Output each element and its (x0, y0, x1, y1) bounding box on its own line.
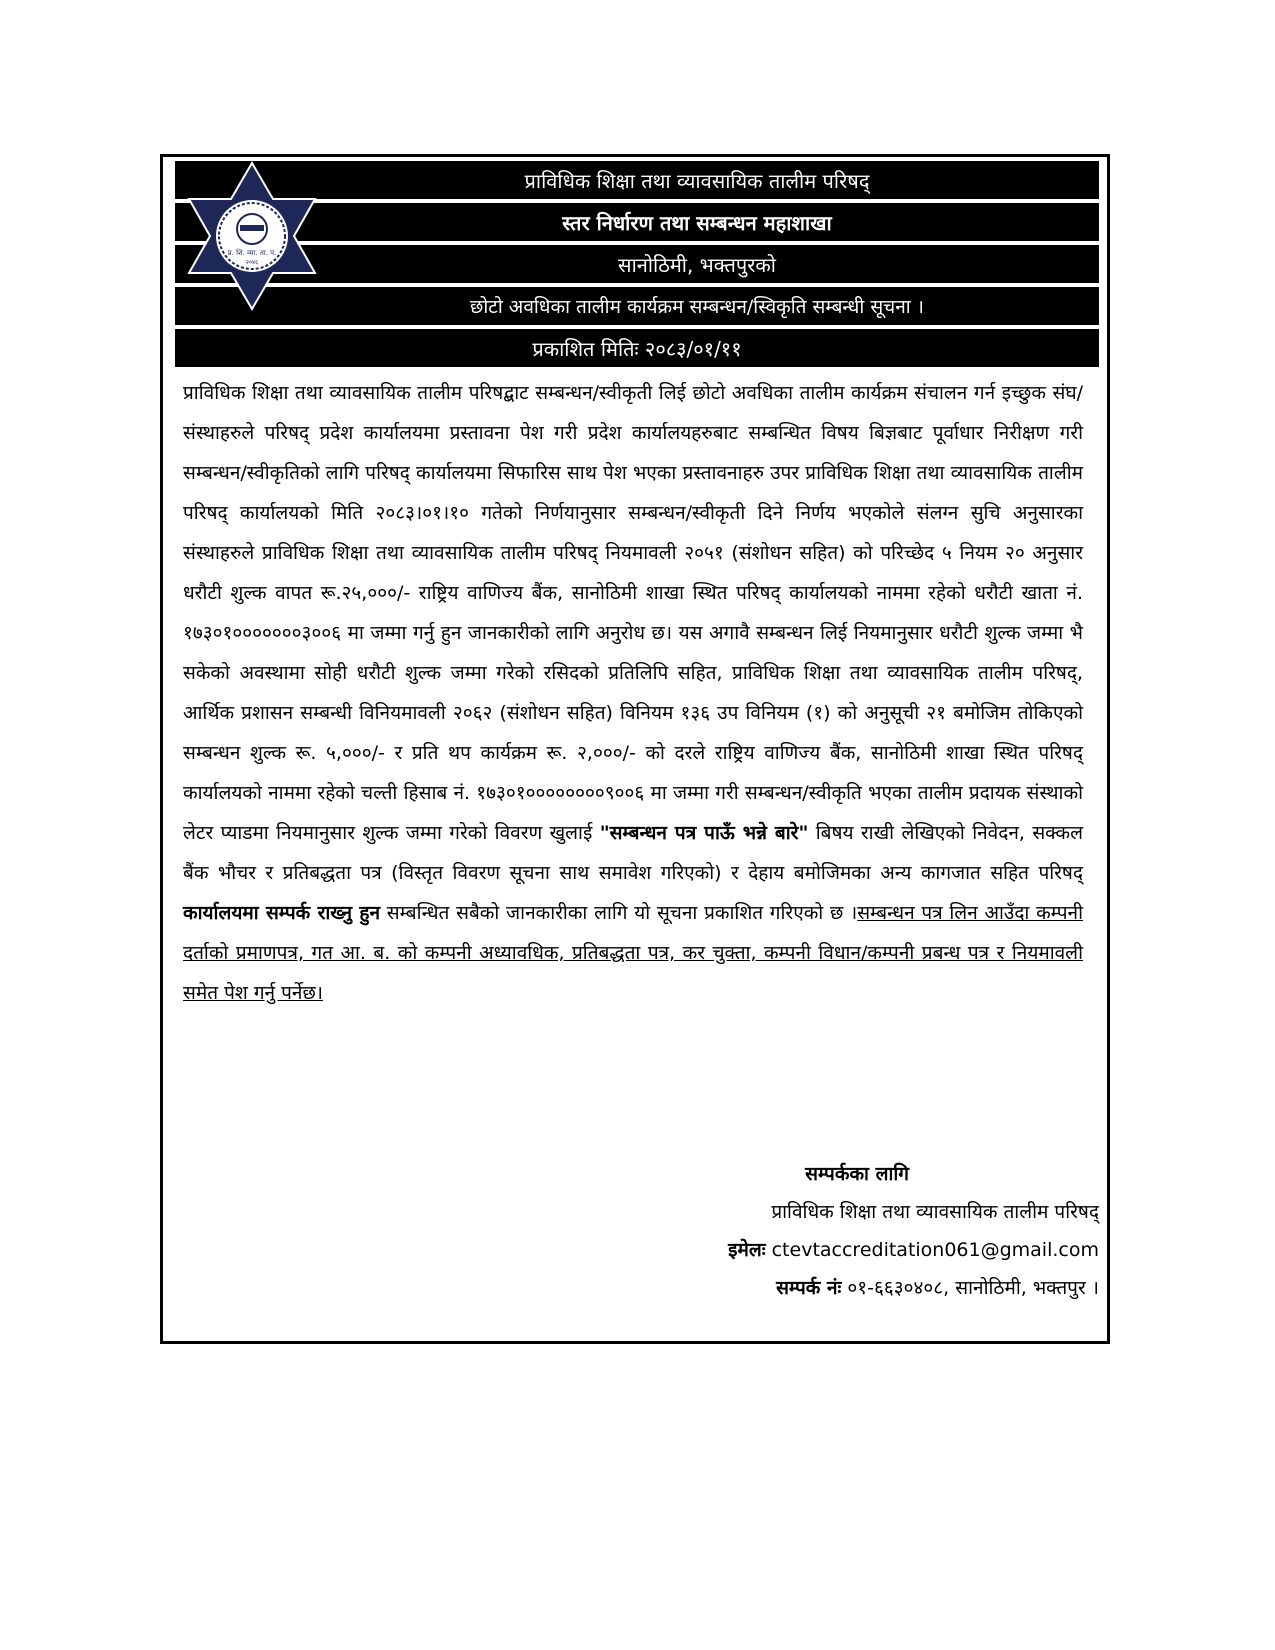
location: सानोठिमी, भक्तपुरको (618, 252, 776, 277)
notice-frame (160, 154, 1110, 1344)
contact-title: सम्पर्कका लागि (805, 1163, 909, 1185)
notice-body (183, 373, 1083, 1013)
email-address: ctevtaccreditation061@gmail.com (771, 1239, 1099, 1261)
ctevt-emblem-icon (177, 161, 327, 311)
emblem-text: प्र. शि. व्या. ता. प. (227, 249, 277, 257)
body-paragraph-part1: प्राविधिक शिक्षा तथा व्यावसायिक तालीम परिषद्बाट सम्बन्धन/स्वीकृती लिई छोटो अवधिका तालीम कार्यक्रम संचालन गर्न इच्छुक संघ/संस्थाहरुले परिषद् प्रदेश कार्यालयमा प्रस्तावना पेश गरी प्रदेश कार्यालयहरुबाट सम्बन्धित विषय बिज्ञबाट पूर्वाधार निरीक्षण गरी सम्बन्धन/स्वीकृतिको लागि परिषद् कार्यालयमा सिफारिस साथ पेश भएका प्रस्तावनाहरु उपर प्राविधिक शिक्षा तथा व्यावसायिक तालीम परिषद् कार्यालयको मिति २०८३।०१।१० गतेको निर्णयानुसार सम्बन्धन/स्वीकृती दिने निर्णय भएकोले संलग्न सुचि अनुसारका संस्थाहरुले प्राविधिक शिक्षा तथा व्यावसायिक तालीम परिषद् नियमावली २०५१ (संशोधन सहित) को परिच्छेद ५ नियम २० अनुसार धरौटी शुल्क वापत रू.२५,०००/- राष्ट्रिय वाणिज्य बैंक, सानोठिमी शाखा स्थित परिषद् कार्यालयको नाममा रहेको धरौटी खाता नं. १७३०१०००००००३००६ मा जम्मा गर्नु हुन जानकारीको लागि अनुरोध छ। यस अगावै सम्बन्धन लिई नियमानुसार धरौटी शुल्क जम्मा भै सकेको अवस्थामा सोही धरौटी शुल्क जम्मा गरेको रसिदको प्रतिलिपि सहित, प्राविधिक शिक्षा तथा व्यावसायिक तालीम परिषद्, आर्थिक प्रशासन सम्बन्धी विनियमावली २०६२ (संशोधन सहित) विनियम १३६ उप विनियम (१) को अनुसूची २१ बमोजिम तोकिएको सम्बन्धन शुल्क रू. ५,०००/- र प्रति थप कार्यक्रम रू. २,०००/- को दरले राष्ट्रिय वाणिज्य बैंक, सानोठिमी शाखा स्थित परिषद् कार्यालयको नाममा रहेको चल्ती हिसाब नं. १७३०१००००००००९००६ मा जम्मा गरी सम्बन्धन/स्वीकृति भएका तालीम प्रदायक संस्थाको लेटर प्याडमा नियमानुसार शुल्क जम्मा गरेको विवरण खुलाई (183, 382, 1083, 844)
emblem-year: २०४६ (245, 259, 259, 266)
division-name: स्तर निर्धारण तथा सम्बन्धन महाशाखा (562, 210, 832, 235)
org-name: प्राविधिक शिक्षा तथा व्यावसायिक तालीम परिषद् (524, 168, 870, 193)
body-bold-instruction: कार्यालयमा सम्पर्क राख्नु हुन (183, 902, 381, 924)
body-paragraph-part2: बिषय राखी लेखिएको निवेदन, सक्कल बैंक भौचर र प्रतिबद्धता पत्र (विस्तृत विवरण सूचना साथ समावेश गरिएको) र देहाय बमोजिमका अन्य कागजात सहित परिषद् (183, 822, 1083, 884)
phone-number: ०१-६६३०४०८, सानोठिमी, भक्तपुर । (847, 1277, 1099, 1299)
publish-date: प्रकाशित मितिः २०८३/०१/११ (532, 336, 742, 361)
contact-org: प्राविधिक शिक्षा तथा व्यावसायिक तालीम परिषद् (771, 1201, 1099, 1223)
email-label: इमेलः (728, 1239, 766, 1261)
contact-block (728, 1155, 1099, 1307)
body-underlined-requirements: सम्बन्धन पत्र लिन आउँदा कम्पनी दर्ताको प्रमाणपत्र, गत आ. ब. को कम्पनी अध्यावधिक, प्रतिबद्धता पत्र, कर चुक्ता, कम्पनी विधान/कम्पनी प्रबन्ध पत्र र नियमावली समेत पेश गर्नु पर्नेछ। (183, 902, 1083, 1004)
header-line-date (175, 329, 1099, 367)
notice-subject: छोटो अवधिका तालीम कार्यक्रम सम्बन्धन/स्विकृति सम्बन्धी सूचना । (470, 296, 924, 318)
contact-phone-line (728, 1269, 1099, 1307)
body-paragraph-part3: सम्बन्धित सबैको जानकारीका लागि यो सूचना प्रकाशित गरिएको छ । (380, 902, 858, 924)
contact-email-line (728, 1231, 1099, 1269)
phone-label: सम्पर्क नंः (776, 1277, 842, 1299)
body-quote: "सम्बन्धन पत्र पाऊँ भन्ने बारे" (599, 822, 809, 844)
